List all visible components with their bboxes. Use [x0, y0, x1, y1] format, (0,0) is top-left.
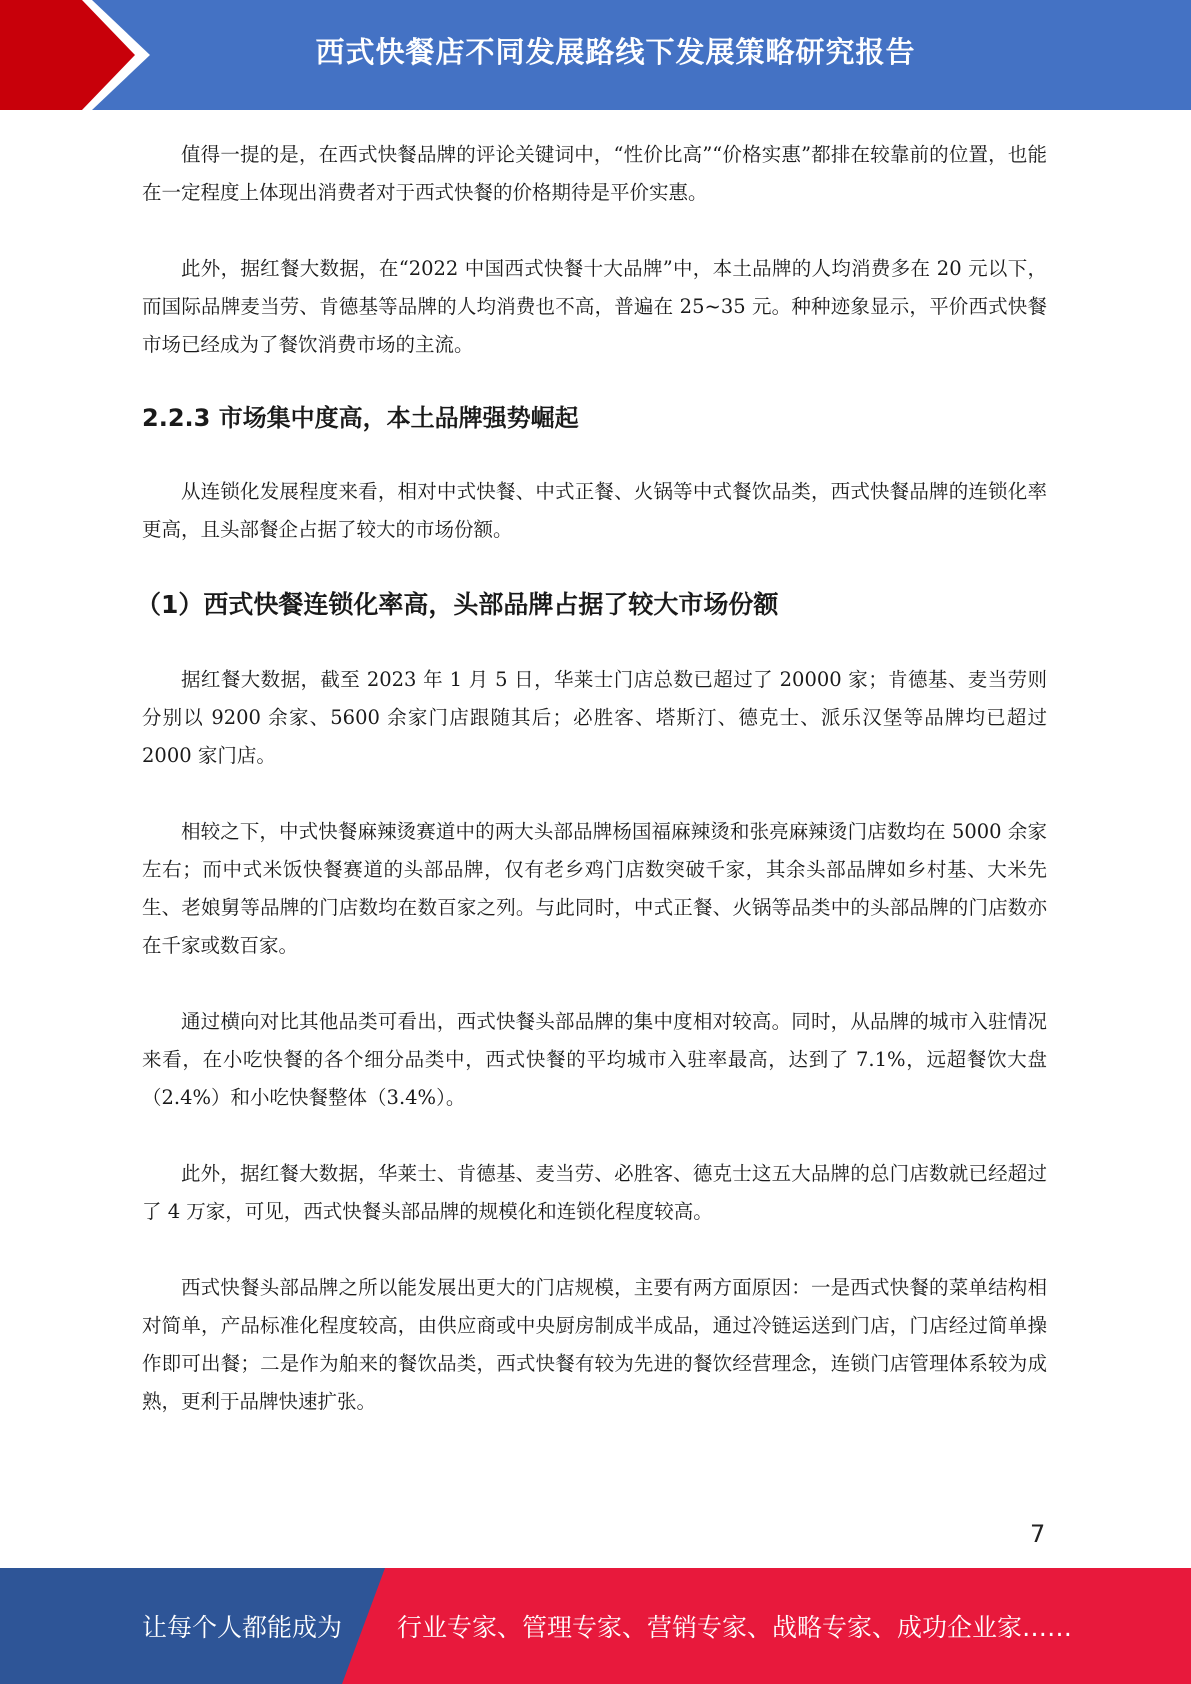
page-header — [0, 0, 1191, 110]
paragraph-2: 此外，据红餐大数据，在“2022 中国西式快餐十大品牌”中，本土品牌的人均消费多在 20 元以下，而国际品牌麦当劳、肯德基等品牌的人均消费也不高，普遍在 25~35 元。种种迹象显示，平价西式快餐市场已经成为了餐饮消费市场的主流。 — [142, 257, 1047, 356]
paragraph-3: 从连锁化发展程度来看，相对中式快餐、中式正餐、火锅等中式餐饮品类，西式快餐品牌的连锁化率更高，且头部餐企占据了较大的市场份额。 — [142, 480, 1047, 541]
report-title: 西式快餐店不同发展路线下发展策略研究报告 — [315, 34, 916, 69]
document-body — [136, 130, 1047, 1421]
paragraph-7: 此外，据红餐大数据，华莱士、肯德基、麦当劳、必胜客、德克士这五大品牌的总门店数就已经超过了 4 万家，可见，西式快餐头部品牌的规模化和连锁化程度较高。 — [142, 1162, 1047, 1223]
footer-slogan-right: 行业专家、管理专家、营销专家、战略专家、成功企业家…… — [397, 1613, 1073, 1642]
header-red-arrow-icon — [0, 0, 160, 110]
page-footer — [0, 1568, 1191, 1684]
paragraph-1: 值得一提的是，在西式快餐品牌的评论关键词中，“性价比高”“价格实惠”都排在较靠前的位置，也能在一定程度上体现出消费者对于西式快餐的价格期待是平价实惠。 — [142, 143, 1047, 204]
paragraph-6: 通过横向对比其他品类可看出，西式快餐头部品牌的集中度相对较高。同时，从品牌的城市入驻情况来看，在小吃快餐的各个细分品类中，西式快餐的平均城市入驻率最高，达到了 7.1%，远超餐饮大盘（2.4%）和小吃快餐整体（3.4%）。 — [142, 1010, 1047, 1109]
page-number: 7 — [1030, 1520, 1046, 1548]
paragraph-8: 西式快餐头部品牌之所以能发展出更大的门店规模，主要有两方面原因：一是西式快餐的菜单结构相对简单，产品标准化程度较高，由供应商或中央厨房制成半成品，通过冷链运送到门店，门店经过简单操作即可出餐；二是作为舶来的餐饮品类，西式快餐有较为先进的餐饮经营理念，连锁门店管理体系较为成熟，更利于品牌快速扩张。 — [142, 1276, 1047, 1413]
paragraph-4: 据红餐大数据，截至 2023 年 1 月 5 日，华莱士门店总数已超过了 20000 家；肯德基、麦当劳则分别以 9200 余家、5600 余家门店跟随其后；必胜客、塔斯汀、德克士、派乐汉堡等品牌均已超过 2000 家门店。 — [142, 668, 1047, 767]
section-heading: 2.2.3 市场集中度高，本土品牌强势崛起 — [142, 404, 579, 432]
footer-slogan-left: 让每个人都能成为 — [142, 1613, 343, 1642]
subsection-heading: （1）西式快餐连锁化率高，头部品牌占据了较大市场份额 — [136, 590, 779, 619]
paragraph-5: 相较之下，中式快餐麻辣烫赛道中的两大头部品牌杨国福麻辣烫和张亮麻辣烫门店数均在 5000 余家左右；而中式米饭快餐赛道的头部品牌，仅有老乡鸡门店数突破千家，其余头部品牌如乡村基、大米先生、老娘舅等品牌的门店数均在数百家之列。与此同时，中式正餐、火锅等品类中的头部品牌的门店数亦在千家或数百家。 — [142, 820, 1047, 957]
